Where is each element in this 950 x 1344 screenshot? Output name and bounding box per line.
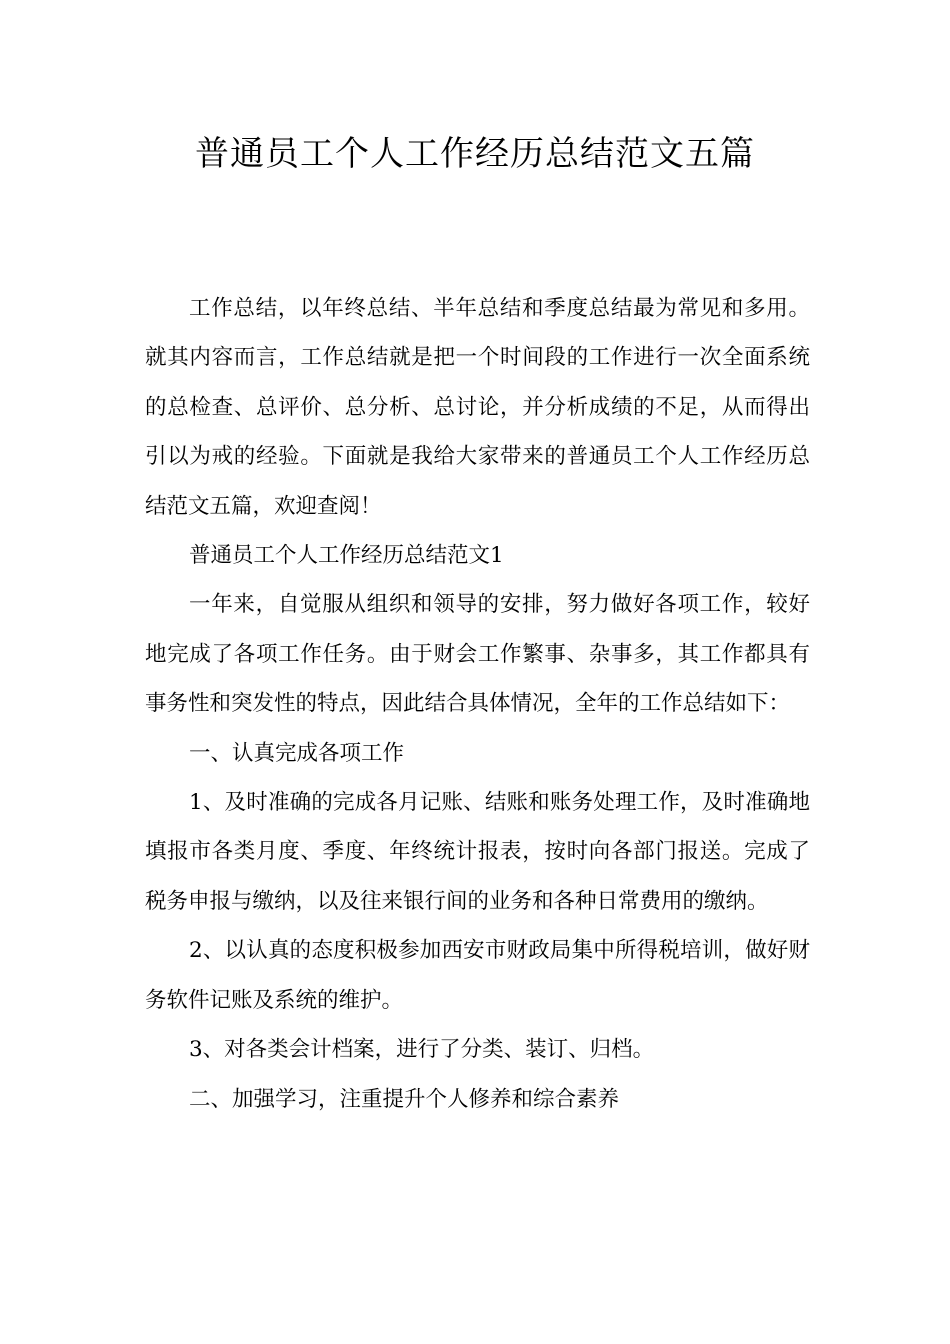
intro-paragraph: 工作总结，以年终总结、半年总结和季度总结最为常见和多用。就其内容而言，工作总结就是把一个时间段的工作进行一次全面系统的总检查、总评价、总分析、总讨论，并分析成绩的不足，从而得出引以为戒的经验。下面就是我给大家带来的普通员工个人工作经历总结范文五篇，欢迎查阅！ — [145, 296, 810, 519]
body-paragraph: 一年来，自觉服从组织和领导的安排，努力做好各项工作，较好地完成了各项工作任务。由于财会工作繁事、杂事多，其工作都具有事务性和突发性的特点，因此结合具体情况，全年的工作总结如下： — [145, 592, 810, 717]
section-heading-sample-1: 普通员工个人工作经历总结范文1 — [189, 543, 504, 569]
document-body — [145, 284, 810, 1124]
list-item-1: 1、及时准确的完成各月记账、结账和账务处理工作，及时准确地填报市各类月度、季度、年终统计报表，按时向各部门报送。完成了税务申报与缴纳，以及往来银行间的业务和各种日常费用的缴纳。 — [145, 790, 810, 914]
list-item-3: 3、对各类会计档案，进行了分类、装订、归档。 — [189, 1037, 655, 1063]
document-title: 普通员工个人工作经历总结范文五篇 — [195, 134, 755, 174]
list-item-2: 2、以认真的态度积极参加西安市财政局集中所得税培训，做好财务软件记账及系统的维护。 — [145, 938, 810, 1013]
subsection-heading-2: 二、加强学习，注重提升个人修养和综合素养 — [189, 1086, 620, 1112]
subsection-heading-1: 一、认真完成各项工作 — [189, 740, 405, 766]
